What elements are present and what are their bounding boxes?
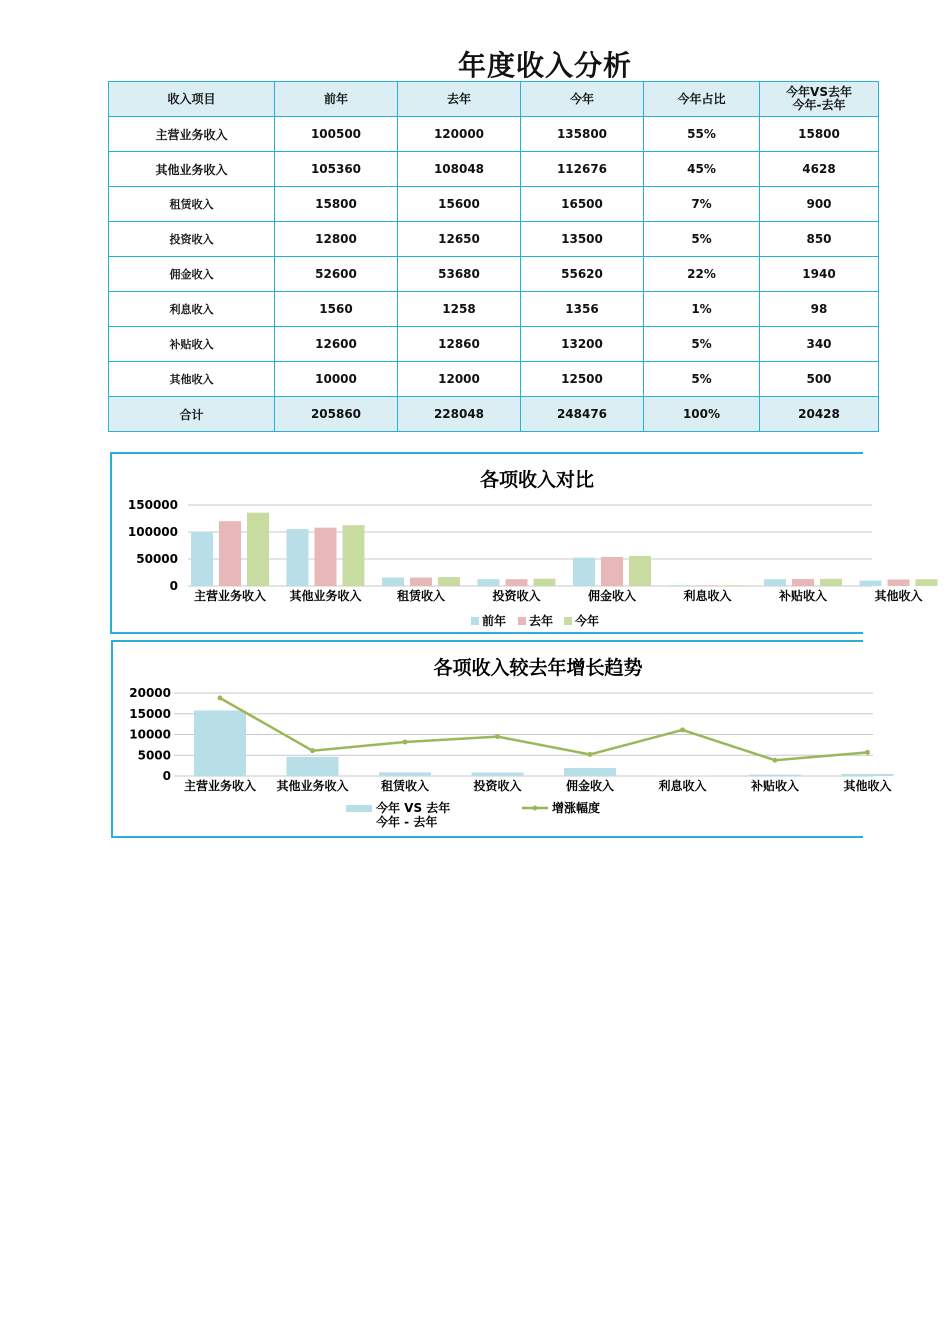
income-growth-svg (113, 642, 892, 836)
table-cell: 55620 (521, 257, 644, 292)
table-cell: 55% (644, 117, 760, 152)
bar-前年 (478, 579, 500, 586)
y-tick-label: 0 (169, 579, 178, 593)
income-table (108, 81, 861, 437)
legend-swatch (471, 617, 479, 625)
table-cell: 108048 (398, 152, 521, 187)
legend-swatch-marker (533, 806, 538, 811)
total-cell: 20428 (760, 397, 879, 432)
x-tick-label: 投资收入 (473, 779, 522, 793)
table-cell: 13200 (521, 327, 644, 362)
bar-growth (472, 772, 524, 776)
table-row (109, 257, 879, 292)
line-point (680, 727, 685, 732)
table-cell: 135800 (521, 117, 644, 152)
table-cell: 12000 (398, 362, 521, 397)
x-tick-label: 补贴收入 (778, 589, 828, 603)
table-cell: 15800 (760, 117, 879, 152)
total-cell: 100% (644, 397, 760, 432)
line-growth-rate (220, 698, 868, 760)
header-cell: 去年 (398, 82, 521, 117)
line-point (865, 750, 870, 755)
table-cell: 52600 (275, 257, 398, 292)
x-tick-label: 利息收入 (683, 589, 732, 603)
bar-今年 (629, 556, 651, 586)
y-tick-label: 15000 (129, 706, 171, 721)
y-tick-label: 50000 (136, 552, 178, 566)
x-tick-label: 其他收入 (874, 589, 923, 603)
income-growth-chart (111, 640, 892, 838)
table-cell: 53680 (398, 257, 521, 292)
y-tick-label: 0 (162, 769, 171, 783)
bar-今年 (343, 525, 365, 586)
legend-label: 去年 (529, 614, 554, 628)
table-row (109, 362, 879, 397)
bar-去年 (410, 578, 432, 586)
chart-title: 各项收入对比 (479, 469, 595, 491)
table-cell: 12600 (275, 327, 398, 362)
bar-今年 (820, 579, 842, 586)
table-row (109, 327, 879, 362)
x-tick-label: 租赁收入 (396, 589, 446, 603)
table-cell: 5% (644, 327, 760, 362)
row-label: 其他收入 (109, 362, 275, 397)
bar-去年 (601, 557, 623, 586)
bar-去年 (219, 521, 241, 586)
x-tick-label: 其他业务收入 (276, 779, 349, 793)
chart-title: 各项收入较去年增长趋势 (433, 657, 643, 679)
table-cell: 105360 (275, 152, 398, 187)
header-line: 今年VS去年 (786, 85, 852, 99)
bar-growth (842, 774, 894, 776)
bar-growth (379, 772, 431, 776)
table-cell: 12500 (521, 362, 644, 397)
x-tick-label: 主营业务收入 (183, 779, 257, 793)
page-title: 年度收入分析 (457, 49, 632, 82)
table-row (109, 222, 879, 257)
table-cell: 10000 (275, 362, 398, 397)
bar-前年 (382, 577, 404, 586)
line-point (773, 758, 778, 763)
table-cell: 12860 (398, 327, 521, 362)
bar-前年 (860, 581, 882, 586)
bar-growth (564, 768, 616, 776)
income-comparison-svg (112, 454, 923, 632)
table-cell: 4628 (760, 152, 879, 187)
table-cell: 15800 (275, 187, 398, 222)
table-cell: 120000 (398, 117, 521, 152)
legend-label: 前年 (482, 614, 507, 628)
x-tick-label: 佣金收入 (565, 779, 615, 793)
legend-label-line: 增涨幅度 (552, 801, 601, 815)
bar-去年 (315, 528, 337, 586)
header-cell: 今年 (521, 82, 644, 117)
x-tick-label: 其他收入 (843, 779, 892, 793)
table-cell: 1356 (521, 292, 644, 327)
header-cell: 今年占比 (644, 82, 760, 117)
y-tick-label: 100000 (127, 525, 178, 539)
line-point (310, 748, 315, 753)
total-cell: 228048 (398, 397, 521, 432)
header-line: 今年-去年 (792, 98, 846, 112)
row-label: 租赁收入 (109, 187, 275, 222)
legend-swatch (518, 617, 526, 625)
bar-今年 (534, 579, 556, 586)
income-comparison-chart (110, 452, 923, 634)
legend-swatch-bar (346, 805, 372, 812)
bar-growth (287, 757, 339, 776)
bar-去年 (506, 579, 528, 586)
bar-去年 (697, 585, 719, 586)
x-tick-label: 租赁收入 (380, 779, 430, 793)
total-cell: 205860 (275, 397, 398, 432)
row-label: 投资收入 (109, 222, 275, 257)
bar-今年 (247, 513, 269, 586)
row-label: 佣金收入 (109, 257, 275, 292)
legend-label: 今年 (575, 614, 600, 628)
table-cell: 850 (760, 222, 879, 257)
table-cell: 1% (644, 292, 760, 327)
table-cell: 12800 (275, 222, 398, 257)
table-row (109, 292, 879, 327)
y-tick-label: 5000 (137, 748, 171, 763)
legend-label-bar: 今年 VS 去年 (376, 801, 451, 815)
table-header-row (109, 82, 879, 117)
header-cell (760, 82, 879, 117)
y-tick-label: 150000 (127, 498, 178, 512)
bar-前年 (573, 558, 595, 586)
table-cell: 112676 (521, 152, 644, 187)
table-cell: 500 (760, 362, 879, 397)
table-cell: 5% (644, 222, 760, 257)
table-cell: 22% (644, 257, 760, 292)
header-cell: 前年 (275, 82, 398, 117)
header-cell: 收入项目 (109, 82, 275, 117)
x-tick-label: 佣金收入 (587, 589, 637, 603)
bar-今年 (438, 577, 460, 586)
row-label: 利息收入 (109, 292, 275, 327)
bar-今年 (725, 585, 747, 586)
table-row (109, 152, 879, 187)
table-cell: 5% (644, 362, 760, 397)
line-point (588, 752, 593, 757)
bar-前年 (287, 529, 309, 586)
line-point (495, 734, 500, 739)
table-cell: 1940 (760, 257, 879, 292)
table-cell: 15600 (398, 187, 521, 222)
bar-今年 (916, 579, 938, 586)
line-point (403, 739, 408, 744)
bar-前年 (764, 579, 786, 586)
y-tick-label: 20000 (129, 686, 171, 700)
table-cell: 900 (760, 187, 879, 222)
table-cell: 45% (644, 152, 760, 187)
bar-growth (749, 775, 801, 776)
x-tick-label: 其他业务收入 (289, 589, 362, 603)
table-cell: 98 (760, 292, 879, 327)
bar-去年 (792, 579, 814, 586)
bar-去年 (888, 580, 910, 586)
x-tick-label: 补贴收入 (750, 779, 800, 793)
bar-前年 (669, 585, 691, 586)
x-tick-label: 利息收入 (658, 779, 707, 793)
x-tick-label: 投资收入 (492, 589, 541, 603)
table-cell: 13500 (521, 222, 644, 257)
row-label: 补贴收入 (109, 327, 275, 362)
legend-swatch (564, 617, 572, 625)
row-label: 其他业务收入 (109, 152, 275, 187)
line-point (218, 695, 223, 700)
row-label: 主营业务收入 (109, 117, 275, 152)
bar-growth (194, 710, 246, 776)
x-tick-label: 主营业务收入 (193, 589, 267, 603)
y-tick-label: 10000 (129, 727, 171, 742)
bar-前年 (191, 532, 213, 586)
table-cell: 100500 (275, 117, 398, 152)
total-cell: 248476 (521, 397, 644, 432)
table-total-row (109, 397, 879, 432)
table-row (109, 187, 879, 222)
table-cell: 16500 (521, 187, 644, 222)
table-cell: 1560 (275, 292, 398, 327)
table-cell: 340 (760, 327, 879, 362)
table-cell: 7% (644, 187, 760, 222)
table-cell: 12650 (398, 222, 521, 257)
table-row (109, 117, 879, 152)
table-cell: 1258 (398, 292, 521, 327)
legend-label-bar-line2: 今年 - 去年 (376, 815, 438, 829)
total-label: 合计 (109, 397, 275, 432)
